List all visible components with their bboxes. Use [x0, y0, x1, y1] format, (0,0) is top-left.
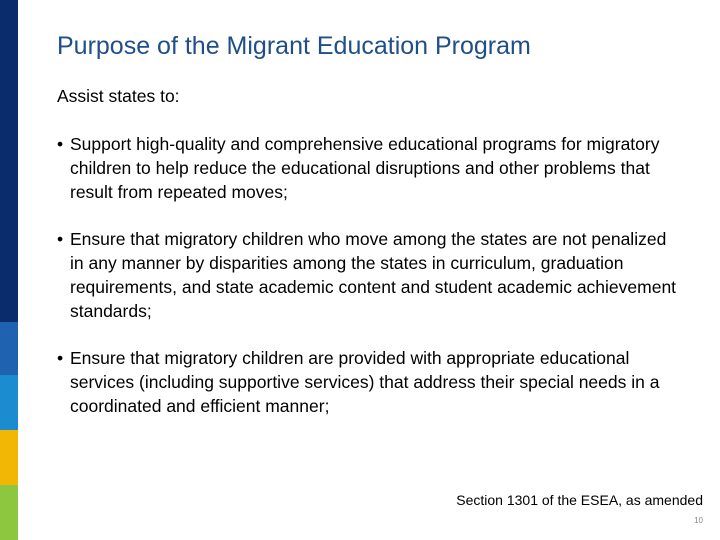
slide-title: Purpose of the Migrant Education Program	[57, 32, 531, 60]
side-bar-blue-segment	[0, 322, 18, 375]
intro-text: Assist states to:	[57, 86, 180, 106]
bullet-item	[57, 227, 677, 323]
bullet-item	[57, 346, 677, 418]
bullet-dot-icon: •	[57, 229, 64, 249]
bullet-dot-icon: •	[57, 348, 64, 368]
side-bar-green-segment	[0, 485, 18, 540]
side-bar-navy-segment	[0, 0, 18, 322]
side-color-bar	[0, 0, 18, 540]
bullet-dot-icon: •	[57, 134, 64, 154]
citation: Section 1301 of the ESEA, as amended	[456, 492, 703, 508]
page-number: 10	[694, 516, 703, 525]
bullet-text: Support high-quality and comprehensive educational programs for migratory children to help reduce the educational disruptions and other problems that result from repeated moves;	[70, 134, 660, 202]
bullet-list	[57, 132, 677, 441]
bullet-text: Ensure that migratory children who move among the states are not penalized in any manner by disparities among the states in curriculum, graduation requirements, and state academic content and student academic achievement standards;	[70, 229, 677, 321]
side-bar-yellow-segment	[0, 430, 18, 485]
bullet-text: Ensure that migratory children are provided with appropriate educational services (including supportive services) that address their special needs in a coordinated and efficient manner;	[70, 348, 660, 416]
side-bar-sky-segment	[0, 375, 18, 430]
bullet-item	[57, 132, 677, 204]
